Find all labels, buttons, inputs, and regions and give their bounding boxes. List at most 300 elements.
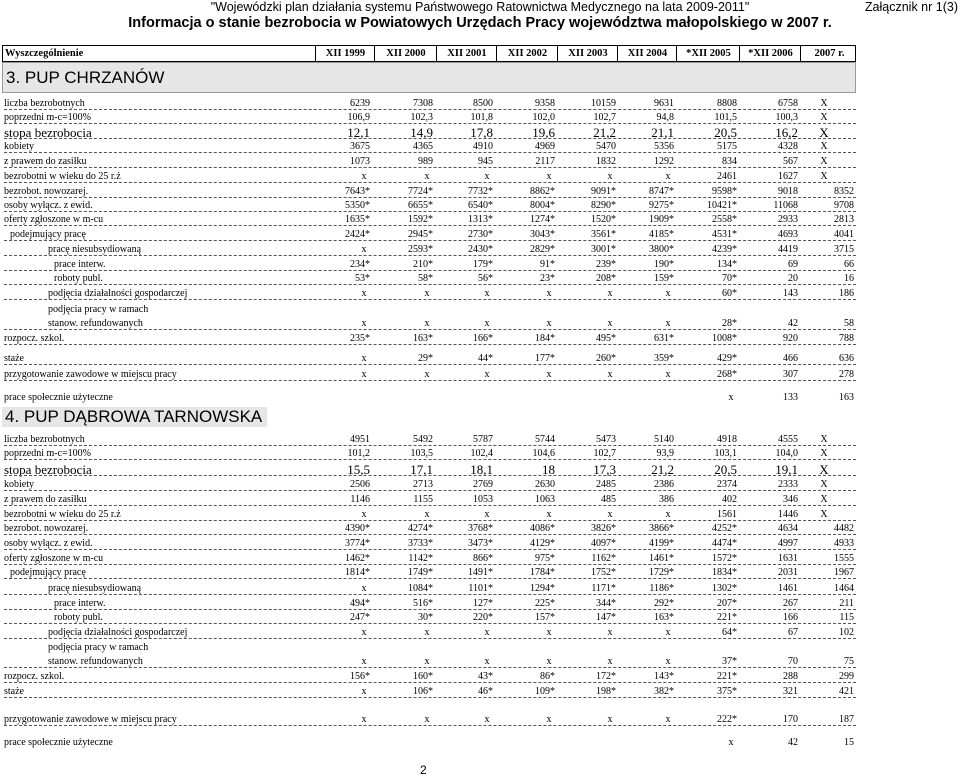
cell-value: X <box>819 462 829 477</box>
cell-value: 21,2 <box>651 462 674 477</box>
row-label: prace interw. <box>54 598 106 609</box>
cell-value: 75 <box>844 656 854 667</box>
cell-value: 382* <box>654 686 674 697</box>
cell-value: X <box>820 479 828 490</box>
table-row <box>2 462 856 475</box>
cell-value: 103,1 <box>714 448 737 459</box>
row-divider <box>4 534 856 535</box>
cell-value: 163 <box>839 392 854 403</box>
cell-value: x <box>424 318 430 329</box>
cell-value: 18 <box>542 462 555 477</box>
cell-value: 102 <box>839 627 854 638</box>
table-row <box>2 214 856 227</box>
cell-value: x <box>728 737 734 748</box>
cell-value: 15,5 <box>347 462 370 477</box>
cell-value: 3561* <box>591 229 616 240</box>
cell-value: 37* <box>722 656 737 667</box>
cell-value: x <box>361 714 367 725</box>
cell-value: 1572* <box>712 553 737 564</box>
cell-value: 179* <box>473 259 493 270</box>
cell-value: x <box>424 656 430 667</box>
cell-value: 299 <box>839 671 854 682</box>
cell-value: x <box>546 627 552 638</box>
cell-value: 9358 <box>535 98 555 109</box>
cell-value: 4555 <box>778 434 798 445</box>
row-divider <box>4 182 856 183</box>
cell-value: 2031 <box>778 567 798 578</box>
table-row <box>2 714 856 727</box>
row-label: stanow. refundowanych <box>48 656 143 667</box>
cell-value: 1561 <box>717 509 737 520</box>
cell-value: 101,5 <box>714 112 737 123</box>
cell-value: 920 <box>783 333 798 344</box>
cell-value: x <box>665 288 671 299</box>
cell-value: 5350* <box>345 200 370 211</box>
row-label: podejmujący pracę <box>10 567 86 578</box>
cell-value: 485 <box>601 494 616 505</box>
row-divider <box>4 167 856 168</box>
cell-value: 1461* <box>649 553 674 564</box>
cell-value: 60* <box>722 288 737 299</box>
cell-value: 1063 <box>535 494 555 505</box>
row-label: roboty publ. <box>54 273 103 284</box>
section-title: 3. PUP CHRZANÓW <box>2 62 856 93</box>
cell-value: 17,3 <box>593 462 616 477</box>
row-divider <box>4 505 856 506</box>
cell-value: 834 <box>722 156 737 167</box>
row-divider <box>4 255 856 256</box>
cell-value: 4951 <box>350 434 370 445</box>
cell-value: 18,1 <box>470 462 493 477</box>
cell-value: 975* <box>535 553 555 564</box>
cell-value: x <box>361 627 367 638</box>
cell-value: 2730* <box>468 229 493 240</box>
table-row <box>2 567 856 580</box>
cell-value: 133 <box>783 392 798 403</box>
cell-value: X <box>820 156 828 167</box>
cell-value: 211 <box>839 598 854 609</box>
cell-value: 2374 <box>717 479 737 490</box>
cell-value: 1631 <box>778 553 798 564</box>
row-label: podejmujący pracę <box>10 229 86 240</box>
row-divider <box>4 364 856 365</box>
cell-value: 4419 <box>778 244 798 255</box>
cell-value: 4693 <box>778 229 798 240</box>
cell-value: 631* <box>654 333 674 344</box>
cell-value: 4365 <box>413 141 433 152</box>
cell-value: 7732* <box>468 186 493 197</box>
row-label: poprzedni m-c=100% <box>4 112 92 123</box>
cell-value: 20,5 <box>714 462 737 477</box>
cell-value: 292* <box>654 598 674 609</box>
cell-value: 375* <box>717 686 737 697</box>
table-row <box>2 686 856 699</box>
cell-value: 6540* <box>468 200 493 211</box>
cell-value: 134* <box>717 259 737 270</box>
table-row <box>2 479 856 492</box>
cell-value: 66 <box>844 259 854 270</box>
cell-value: 1909* <box>649 214 674 225</box>
cell-value: 2593* <box>408 244 433 255</box>
row-divider <box>4 284 856 285</box>
table-row <box>2 259 856 272</box>
row-label: stopa bezrobocia <box>4 125 92 140</box>
table-row <box>2 583 856 596</box>
cell-value: 160* <box>413 671 433 682</box>
cell-value: 2933 <box>778 214 798 225</box>
row-label: bezrobot. nowozarej. <box>4 523 89 534</box>
row-divider <box>4 329 856 330</box>
cell-value: 210* <box>413 259 433 270</box>
cell-value: 14,9 <box>410 125 433 140</box>
cell-value: 8290* <box>591 200 616 211</box>
table-row <box>2 288 856 301</box>
cell-value: 3675 <box>350 141 370 152</box>
cell-value: 104,6 <box>532 448 555 459</box>
cell-value: 208* <box>596 273 616 284</box>
row-label: prace społecznie użyteczne <box>4 737 113 748</box>
cell-value: 1729* <box>649 567 674 578</box>
cell-value: x <box>665 369 671 380</box>
cell-value: 2485 <box>596 479 616 490</box>
cell-value: 3473* <box>468 538 493 549</box>
cell-value: 1462* <box>345 553 370 564</box>
cell-value: 5356 <box>654 141 674 152</box>
cell-value: 1491* <box>468 567 493 578</box>
annex-label: Załącznik nr 1(3) <box>864 0 958 14</box>
table-row <box>2 156 856 169</box>
row-divider <box>4 197 856 198</box>
table-row <box>2 448 856 461</box>
cell-value: 4482 <box>834 523 854 534</box>
cell-value: 8500 <box>473 98 493 109</box>
column-header: XII 1999 <box>315 46 375 61</box>
cell-value: x <box>665 714 671 725</box>
cell-value: 1274* <box>530 214 555 225</box>
cell-value: 636 <box>839 353 854 364</box>
cell-value: 102,7 <box>593 112 616 123</box>
cell-value: 159* <box>654 273 674 284</box>
cell-value: 239* <box>596 259 616 270</box>
cell-value: 494* <box>350 598 370 609</box>
table-row <box>2 125 856 138</box>
cell-value: 186 <box>839 288 854 299</box>
cell-value: 2333 <box>778 479 798 490</box>
cell-value: 346 <box>783 494 798 505</box>
cell-value: 4185* <box>649 229 674 240</box>
row-label: bezrobot. nowozarej. <box>4 186 89 197</box>
table-row <box>2 186 856 199</box>
cell-value: 6758 <box>778 98 798 109</box>
table-row <box>2 598 856 611</box>
cell-value: 28* <box>722 318 737 329</box>
table-row <box>2 112 856 125</box>
cell-value: 1752* <box>591 567 616 578</box>
table-row <box>2 553 856 566</box>
cell-value: 1814* <box>345 567 370 578</box>
cell-value: 307 <box>783 369 798 380</box>
cell-value: 4969 <box>535 141 555 152</box>
cell-value: 115 <box>839 612 854 623</box>
cell-value: 1635* <box>345 214 370 225</box>
cell-value: 788 <box>839 333 854 344</box>
row-label: bezrobotni w wieku do 25 r.ż <box>4 509 121 520</box>
cell-value: 42 <box>788 318 798 329</box>
cell-value: 143 <box>783 288 798 299</box>
cell-value: 9275* <box>649 200 674 211</box>
cell-value: 1555 <box>834 553 854 564</box>
row-divider <box>4 667 856 668</box>
row-divider <box>4 725 856 726</box>
cell-value: x <box>484 656 490 667</box>
table-row <box>2 353 856 366</box>
cell-value: x <box>361 353 367 364</box>
cell-value: x <box>361 369 367 380</box>
cell-value: x <box>607 714 613 725</box>
cell-value: 9598* <box>712 186 737 197</box>
cell-value: 21,1 <box>651 125 674 140</box>
row-divider <box>4 445 856 446</box>
cell-value: x <box>484 288 490 299</box>
row-label: podjęcia pracy w ramach <box>48 304 149 315</box>
row-label: podjęcia działalności gospodarczej <box>48 627 188 638</box>
cell-value: 20 <box>788 273 798 284</box>
cell-value: 1073 <box>350 156 370 167</box>
cell-value: 1749* <box>408 567 433 578</box>
cell-value: 2829* <box>530 244 555 255</box>
cell-value: X <box>820 509 828 520</box>
cell-value: x <box>361 288 367 299</box>
cell-value: x <box>424 171 430 182</box>
cell-value: 1967 <box>834 567 854 578</box>
cell-value: 1784* <box>530 567 555 578</box>
cell-value: x <box>361 583 367 594</box>
cell-value: 221* <box>717 671 737 682</box>
cell-value: x <box>665 509 671 520</box>
cell-value: 402 <box>722 494 737 505</box>
cell-value: 143* <box>654 671 674 682</box>
cell-value: 172* <box>596 671 616 682</box>
cell-value: 53* <box>355 273 370 284</box>
row-label: rozpocz. szkol. <box>4 333 65 344</box>
cell-value: 9708 <box>834 200 854 211</box>
cell-value: 235* <box>350 333 370 344</box>
cell-value: 8004* <box>530 200 555 211</box>
cell-value: 2386 <box>654 479 674 490</box>
cell-value: 17,1 <box>410 462 433 477</box>
cell-value: 15 <box>844 737 854 748</box>
cell-value: 3768* <box>468 523 493 534</box>
table-row <box>2 538 856 551</box>
row-divider <box>4 549 856 550</box>
column-header: 2007 r. <box>800 46 858 61</box>
cell-value: 1084* <box>408 583 433 594</box>
cell-value: x <box>424 288 430 299</box>
cell-value: x <box>484 171 490 182</box>
cell-value: x <box>424 627 430 638</box>
row-divider <box>4 623 856 624</box>
cell-value: 156* <box>350 671 370 682</box>
cell-value: 23* <box>540 273 555 284</box>
table-row <box>2 229 856 242</box>
table-row <box>2 737 856 750</box>
cell-value: x <box>361 244 367 255</box>
cell-value: x <box>361 318 367 329</box>
cell-value: 104,0 <box>775 448 798 459</box>
cell-value: 10159 <box>591 98 616 109</box>
cell-value: 5492 <box>413 434 433 445</box>
row-label: pracę niesubsydiowaną <box>48 244 142 255</box>
cell-value: 495* <box>596 333 616 344</box>
cell-value: 198* <box>596 686 616 697</box>
cell-value: X <box>820 494 828 505</box>
cell-value: 866* <box>473 553 493 564</box>
column-header: Wyszczególnienie <box>5 48 84 59</box>
cell-value: 234* <box>350 259 370 270</box>
cell-value: 4041 <box>834 229 854 240</box>
cell-value: 4239* <box>712 244 737 255</box>
cell-value: 12,1 <box>347 125 370 140</box>
cell-value: 4474* <box>712 538 737 549</box>
cell-value: 9018 <box>778 186 798 197</box>
cell-value: 2461 <box>717 171 737 182</box>
cell-value: x <box>361 171 367 182</box>
cell-value: 359* <box>654 353 674 364</box>
row-divider <box>4 380 856 381</box>
cell-value: 386 <box>659 494 674 505</box>
cell-value: 1142* <box>408 553 433 564</box>
cell-value: 2506 <box>350 479 370 490</box>
table-row <box>2 671 856 684</box>
cell-value: 163* <box>654 612 674 623</box>
cell-value: x <box>546 171 552 182</box>
cell-value: 260* <box>596 353 616 364</box>
cell-value: 429* <box>717 353 737 364</box>
cell-value: 2945* <box>408 229 433 240</box>
cell-value: x <box>607 171 613 182</box>
row-label: osoby wyłącz. z ewid. <box>4 200 93 211</box>
cell-value: x <box>361 686 367 697</box>
cell-value: x <box>546 288 552 299</box>
row-divider <box>4 109 856 110</box>
cell-value: 58 <box>844 318 854 329</box>
cell-value: 1834* <box>712 567 737 578</box>
cell-value: 109* <box>535 686 555 697</box>
cell-value: x <box>607 318 613 329</box>
cell-value: 1155 <box>413 494 433 505</box>
cell-value: 1146 <box>350 494 370 505</box>
row-divider <box>4 240 856 241</box>
row-label: bezrobotni w wieku do 25 r.ż <box>4 171 121 182</box>
row-divider <box>4 475 856 476</box>
row-divider <box>4 123 856 124</box>
cell-value: 8808 <box>717 98 737 109</box>
row-label: staże <box>4 686 24 697</box>
cell-value: 4634 <box>778 523 798 534</box>
cell-value: 2424* <box>345 229 370 240</box>
row-label: liczba bezrobotnych <box>4 98 85 109</box>
cell-value: x <box>546 656 552 667</box>
cell-value: 64* <box>722 627 737 638</box>
row-divider <box>4 459 856 460</box>
table-row <box>2 494 856 507</box>
cell-value: 102,4 <box>470 448 493 459</box>
cell-value: 2813 <box>834 214 854 225</box>
cell-value: 4252* <box>712 523 737 534</box>
table-row <box>2 656 856 669</box>
row-divider <box>4 609 856 610</box>
cell-value: X <box>820 171 828 182</box>
cell-value: x <box>546 369 552 380</box>
row-label: z prawem do zasiłku <box>4 156 87 167</box>
row-label: poprzedni m-c=100% <box>4 448 92 459</box>
row-divider <box>4 564 856 565</box>
cell-value: 147* <box>596 612 616 623</box>
cell-value: x <box>484 509 490 520</box>
cell-value: x <box>607 509 613 520</box>
row-label: przygotowanie zawodowe w miejscu pracy <box>4 714 177 725</box>
cell-value: 5470 <box>596 141 616 152</box>
cell-value: 2630 <box>535 479 555 490</box>
row-label: osoby wyłącz. z ewid. <box>4 538 93 549</box>
cell-value: 1008* <box>712 333 737 344</box>
cell-value: x <box>546 318 552 329</box>
row-label: oferty zgłoszone w m-cu <box>4 553 104 564</box>
cell-value: 70* <box>722 273 737 284</box>
cell-value: 30* <box>418 612 433 623</box>
column-header: XII 2001 <box>436 46 497 61</box>
cell-value: 267 <box>783 598 798 609</box>
cell-value: 278 <box>839 369 854 380</box>
cell-value: 86* <box>540 671 555 682</box>
cell-value: X <box>820 434 828 445</box>
cell-value: 344* <box>596 598 616 609</box>
cell-value: 7724* <box>408 186 433 197</box>
cell-value: 9631 <box>654 98 674 109</box>
row-divider <box>4 520 856 521</box>
cell-value: 3715 <box>834 244 854 255</box>
cell-value: 222* <box>717 714 737 725</box>
cell-value: 1446 <box>778 509 798 520</box>
cell-value: 43* <box>478 671 493 682</box>
cell-value: 163* <box>413 333 433 344</box>
cell-value: x <box>484 369 490 380</box>
row-divider <box>4 299 856 300</box>
cell-value: 44* <box>478 353 493 364</box>
row-label: oferty zgłoszone w m-cu <box>4 214 104 225</box>
column-header: XII 2000 <box>374 46 437 61</box>
row-label: przygotowanie zawodowe w miejscu pracy <box>4 369 177 380</box>
cell-value: 8862* <box>530 186 555 197</box>
table-row <box>2 392 856 405</box>
cell-value: 10421* <box>707 200 737 211</box>
row-divider <box>4 225 856 226</box>
section-title: 4. PUP DĄBROWA TARNOWSKA <box>2 407 267 427</box>
cell-value: 127* <box>473 598 493 609</box>
cell-value: x <box>607 656 613 667</box>
cell-value: 1101* <box>468 583 493 594</box>
row-divider <box>4 578 856 579</box>
table-row <box>2 318 856 331</box>
cell-value: 58* <box>418 273 433 284</box>
table-row <box>2 171 856 184</box>
main-title: Informacja o stanie bezrobocia w Powiatowych Urzędach Pracy województwa małopolskiego w 2007 r. <box>128 15 832 31</box>
row-divider <box>4 594 856 595</box>
cell-value: x <box>361 509 367 520</box>
cell-value: x <box>665 656 671 667</box>
cell-value: 190* <box>654 259 674 270</box>
cell-value: 207* <box>717 598 737 609</box>
